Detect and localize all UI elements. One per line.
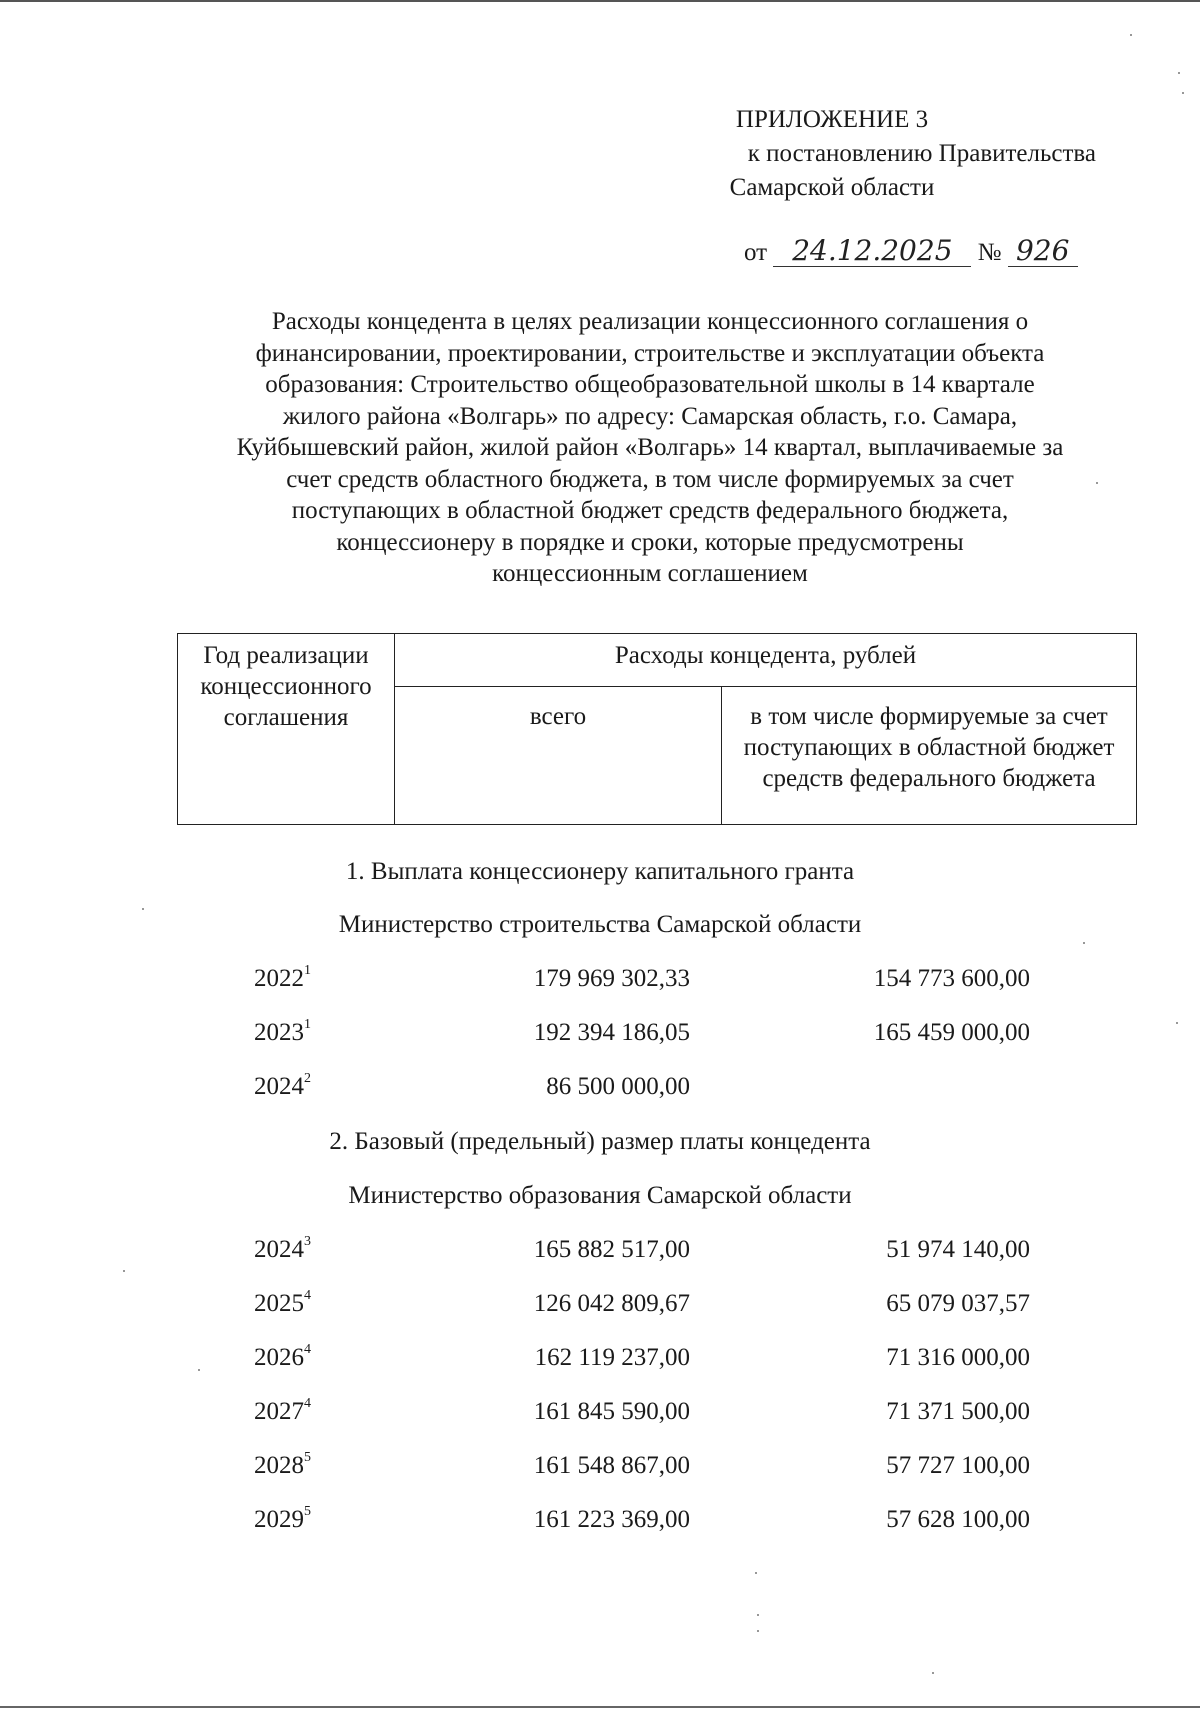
- heading-line: образования: Строительство общеобразовательной школы в 14 квартале: [265, 371, 1035, 398]
- scan-speck: [142, 908, 144, 910]
- heading-line: финансировании, проектировании, строительстве и эксплуатации объекта: [255, 339, 1045, 367]
- heading-line: концессионеру в порядке и сроки, которые предусмотрены: [336, 528, 964, 556]
- footnote-mark: 5: [304, 1504, 311, 1519]
- table-row: [0, 1019, 1200, 1059]
- scan-speck: [123, 1270, 125, 1272]
- row-total: 161 845 590,00: [533, 1398, 690, 1425]
- header-expenses-cell: Расходы концедента, рублей: [395, 634, 1137, 687]
- row-total: 165 882 517,00: [533, 1236, 690, 1263]
- scan-bottom-edge: [0, 1706, 1200, 1708]
- table-row: [0, 1398, 1200, 1438]
- heading-line: концессионным соглашением: [492, 560, 808, 587]
- scan-speck: [755, 1572, 757, 1574]
- section-2-title: 2. Базовый (предельный) размер платы концедента: [329, 1128, 871, 1155]
- table-row: [0, 1073, 1200, 1113]
- heading-line: жилого района «Волгарь» по адресу: Самарская область, г.о. Самара,: [282, 402, 1018, 430]
- header-total-cell: всего: [395, 687, 722, 825]
- date-prefix: от: [744, 239, 768, 266]
- scan-speck: [757, 1614, 759, 1616]
- scan-speck: [1176, 1022, 1178, 1024]
- scan-speck: [1096, 482, 1098, 484]
- row-year: 2024$^3$: [254, 1234, 311, 1263]
- resolution-date-number: [744, 236, 1078, 267]
- number-sign: №: [977, 239, 1002, 266]
- row-total: 179 969 302,33: [533, 965, 690, 992]
- appendix-line-resolution: к постановлению Правительства: [747, 140, 1096, 167]
- table-row: [0, 965, 1200, 1005]
- row-year: 2023$^1$: [254, 1017, 311, 1046]
- handwritten-date: 24.12.2025: [773, 236, 971, 267]
- row-federal: 57 628 100,00: [886, 1506, 1030, 1533]
- footnote-mark: 4: [304, 1342, 311, 1357]
- header-year-cell: Год реализации концессионного соглашения: [178, 634, 395, 825]
- heading-line: Расходы концедента в целях реализации концессионного соглашения о: [271, 308, 1029, 335]
- footnote-mark: 3: [304, 1234, 311, 1249]
- footnote-mark: 2: [304, 1071, 311, 1086]
- row-total: 162 119 237,00: [534, 1344, 690, 1371]
- scan-top-edge: [0, 0, 1200, 2]
- expenses-table-header: [177, 633, 1137, 825]
- footnote-mark: 5: [304, 1450, 311, 1465]
- appendix-line-region: Самарской области: [729, 174, 935, 201]
- section-1-title: 1. Выплата концессионеру капитального гранта: [345, 858, 855, 885]
- row-federal: 71 316 000,00: [886, 1344, 1030, 1371]
- row-federal: 71 371 500,00: [886, 1398, 1030, 1425]
- row-total: 192 394 186,05: [533, 1019, 690, 1046]
- heading-line: Куйбышевский район, жилой район «Волгарь» 14 квартал, выплачиваемые за: [236, 434, 1064, 461]
- heading-line: поступающих в областной бюджет средств федерального бюджета,: [291, 497, 1009, 524]
- table-row: [0, 1290, 1200, 1330]
- row-total: 161 223 369,00: [533, 1506, 690, 1533]
- table-row: [0, 1344, 1200, 1384]
- row-federal: 65 079 037,57: [886, 1290, 1030, 1317]
- table-row: [0, 1452, 1200, 1492]
- row-year: 2024$^2$: [254, 1071, 311, 1100]
- table-row: [0, 1236, 1200, 1276]
- row-total: 86 500 000,00: [546, 1073, 690, 1100]
- row-year: 2027$^4$: [254, 1396, 311, 1425]
- appendix-title: ПРИЛОЖЕНИЕ 3: [735, 106, 929, 133]
- scan-speck: [757, 1630, 759, 1632]
- document-heading: [170, 306, 1130, 590]
- scan-speck: [1182, 92, 1184, 94]
- row-federal: 165 459 000,00: [873, 1019, 1030, 1046]
- table-row: [0, 1506, 1200, 1546]
- scan-speck: [198, 1369, 200, 1371]
- row-year: 2025$^4$: [254, 1288, 311, 1317]
- header-federal-cell: в том числе формируемые за счет поступающих в областной бюджет средств федерального бюджета: [722, 687, 1137, 825]
- scan-speck: [1083, 942, 1085, 944]
- scan-speck: [932, 1672, 934, 1674]
- row-year: 2028$^5$: [254, 1450, 311, 1479]
- row-year: 2029$^5$: [254, 1504, 311, 1533]
- section-2-ministry: Министерство образования Самарской области: [348, 1182, 852, 1209]
- row-total: 126 042 809,67: [533, 1290, 690, 1317]
- row-federal: 51 974 140,00: [886, 1236, 1030, 1263]
- row-year: 2026$^4$: [254, 1342, 311, 1371]
- footnote-mark: 4: [304, 1288, 311, 1303]
- footnote-mark: 1: [304, 963, 311, 978]
- scan-speck: [1178, 72, 1180, 74]
- footnote-mark: 1: [304, 1017, 311, 1032]
- row-federal: 57 727 100,00: [886, 1452, 1030, 1479]
- row-total: 161 548 867,00: [533, 1452, 690, 1479]
- scan-speck: [1130, 34, 1132, 36]
- handwritten-number: 926: [1008, 236, 1078, 267]
- row-year: 2022$^1$: [254, 963, 311, 992]
- row-federal: 154 773 600,00: [873, 965, 1030, 992]
- appendix-block: [592, 103, 1096, 205]
- heading-line: счет средств областного бюджета, в том числе формируемых за счет: [286, 465, 1014, 493]
- section-1-ministry: Министерство строительства Самарской области: [338, 911, 862, 938]
- footnote-mark: 4: [304, 1396, 311, 1411]
